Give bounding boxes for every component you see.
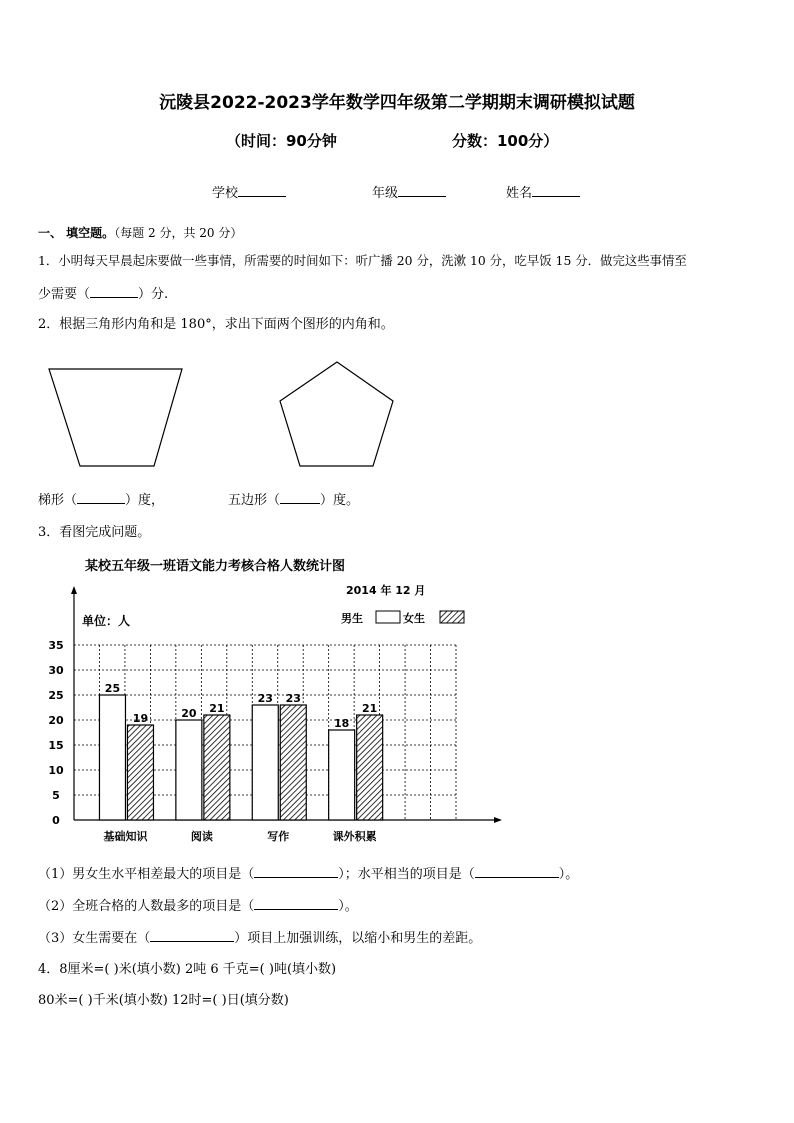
- y-axis-arrow: [71, 586, 77, 594]
- q2-trapezoid-answer: 梯形（ ）度，: [38, 493, 165, 508]
- x-category-label: 基础知识: [103, 830, 148, 843]
- bar-value-label: 18: [334, 717, 350, 730]
- x-category-label: 阅读: [190, 830, 213, 843]
- bar-female: [357, 715, 383, 820]
- sub3-blank[interactable]: [150, 929, 234, 942]
- y-tick-label: 0: [52, 814, 60, 827]
- legend-male-label: 男生: [341, 612, 363, 625]
- shapes: [40, 355, 460, 475]
- trapezoid-blank[interactable]: [77, 491, 125, 504]
- y-tick-label: 30: [48, 664, 64, 677]
- q3-sub3: （3）女生需要在（ ）项目上加强训练，以缩小和男生的差距。: [38, 931, 482, 946]
- y-tick-label: 10: [48, 764, 64, 777]
- q3-sub2: （2）全班合格的人数最多的项目是（ ）。: [38, 899, 358, 914]
- q2-text: 2．根据三角形内角和是 180°，求出下面两个图形的内角和。: [38, 317, 394, 332]
- sub1-blank-b[interactable]: [475, 865, 559, 878]
- name-field[interactable]: [506, 182, 580, 201]
- chart-bars: [99, 682, 382, 820]
- pentagon-blank[interactable]: [280, 491, 320, 504]
- bar-value-label: 19: [132, 712, 149, 725]
- bar-female: [280, 705, 306, 820]
- bar-male: [176, 720, 202, 820]
- q2-pentagon-answer: 五边形（ ）度。: [228, 493, 360, 508]
- school-label: 学校: [212, 186, 239, 201]
- q4-line2: 80米=( )千米(填小数) 12时=( )日(填分数): [38, 993, 289, 1008]
- x-category-label: 课外积累: [332, 830, 377, 843]
- q4-line1: 4．8厘米=( )米(填小数) 2吨 6 千克=( )吨(填小数): [38, 962, 337, 977]
- bar-value-label: 23: [257, 692, 273, 705]
- bar-female: [204, 715, 230, 820]
- y-tick-label: 20: [48, 714, 64, 727]
- bar-value-label: 21: [209, 702, 225, 715]
- sub2-blank[interactable]: [254, 897, 338, 910]
- section-heading: 一、 填空题。（每题 2 分，共 20 分）: [38, 226, 243, 240]
- y-tick-label: 35: [48, 639, 64, 652]
- y-tick-label: 25: [48, 689, 64, 702]
- legend-male-swatch: [376, 611, 400, 623]
- grade-field[interactable]: [372, 182, 446, 201]
- school-field[interactable]: [212, 182, 286, 201]
- bar-male: [252, 705, 278, 820]
- bar-female: [127, 725, 153, 820]
- name-label: 姓名: [506, 186, 533, 201]
- chart-date: 2014 年 12 月: [346, 584, 426, 597]
- q3-sub1: （1）男女生水平相差最大的项目是（ ）；水平相当的项目是（ ）。: [38, 867, 579, 882]
- bar-male: [329, 730, 355, 820]
- sub1-blank-a[interactable]: [254, 865, 338, 878]
- y-tick-label: 5: [52, 789, 60, 802]
- x-category-label: 写作: [267, 830, 290, 843]
- bar-value-label: 25: [104, 682, 121, 695]
- bar-value-label: 23: [285, 692, 301, 705]
- grade-label: 年级: [372, 186, 399, 201]
- q1-blank[interactable]: [90, 285, 138, 298]
- trapezoid-shape: [49, 369, 182, 466]
- q1-line1: 1．小明每天早晨起床要做一些事情，所需要的时间如下：听广播 20 分，洗漱 10 分，吃早饭 15 分．做完这些事情至: [38, 253, 687, 268]
- chart-title: 某校五年级一班语文能力考核合格人数统计图: [85, 559, 346, 574]
- exam-time: （时间：90分钟: [226, 132, 337, 150]
- exam-score: 分数：100分）: [452, 132, 559, 150]
- pentagon-shape: [280, 362, 393, 466]
- legend-female-swatch: [440, 611, 464, 623]
- q1-line2: 少需要（ ）分.: [38, 287, 169, 302]
- chart-unit: 单位：人: [82, 614, 131, 628]
- bar-value-label: 20: [181, 707, 197, 720]
- q3-text: 3．看图完成问题。: [38, 525, 151, 540]
- page-title: 沅陵县2022-2023学年数学四年级第二学期期末调研模拟试题: [159, 93, 635, 113]
- bar-value-label: 21: [362, 702, 378, 715]
- y-tick-label: 15: [48, 739, 64, 752]
- x-axis-arrow: [494, 817, 502, 823]
- bar-chart: [38, 550, 508, 850]
- legend-female-label: 女生: [403, 612, 425, 625]
- bar-male: [99, 695, 125, 820]
